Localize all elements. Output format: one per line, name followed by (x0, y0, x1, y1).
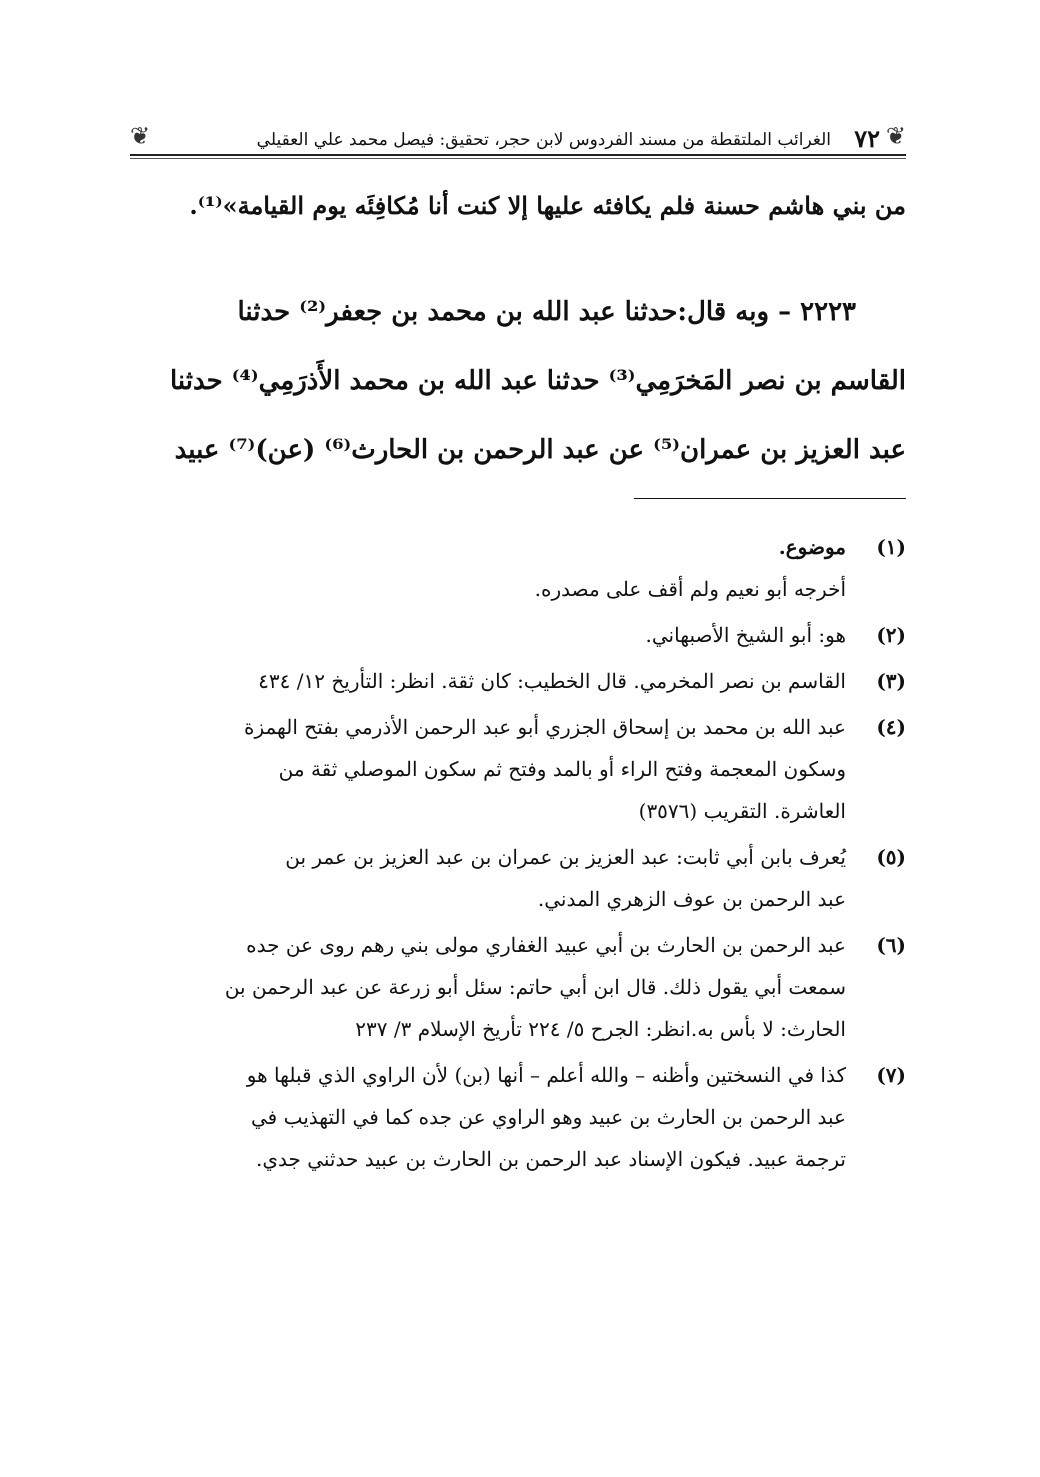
footnote-6: (٦) عبد الرحمن بن الحارث بن أبي عبيد الغفاري مولى بني رهم روى عن جده سمعت أبي يقول ذلك. قال ابن أبي حاتم: سئل أبو زرعة عن عبد الرحمن بن الحارث: لا بأس به.انظر: الجرح ٥/ ٢٢٤ تأريخ الإسلام ٣/ ٢٣٧ (224, 933, 906, 1041)
footnote-separator (634, 498, 906, 499)
page-header (130, 116, 906, 156)
header-rule (130, 154, 906, 156)
right-ornament-icon: ❦ (885, 122, 906, 150)
footnote-3: (٣) القاسم بن نصر المخرمي. قال الخطيب: كان ثقة. انظر: التأريخ ١٢/ ٤٣٤ (258, 669, 906, 693)
left-ornament-icon: ❦ (130, 122, 151, 150)
header-rule-thin (130, 158, 906, 159)
hadith-paragraph (130, 278, 906, 485)
footnote-4: (٤) عبد الله بن محمد بن إسحاق الجزري أبو عبد الرحمن الأذرمي بفتح الهمزة وسكون المعجمة وفتح الراء أو بالمد وفتح ثم سكون الموصلي ثقة من العاشرة. التقريب (٣٥٧٦) (243, 715, 906, 823)
page-number: ٧٢ (854, 124, 880, 153)
paragraph-line: القاسم بن نصر المَخرَمِي⁽³⁾ حدثنا عبد الله بن محمد الأَذرَمِي⁽⁴⁾ حدثنا (169, 366, 906, 396)
footnote-2: (٢) هو: أبو الشيخ الأصبهاني. (645, 623, 906, 647)
footnotes (130, 526, 906, 1184)
footnote-7: (٧) كذا في النسختين وأظنه – والله أعلم – أنها (بن) لأن الراوي الذي قبلها هو عبد الرحمن بن الحارث بن عبيد وهو الراوي عن جده كما في التهذيب في ترجمة عبيد. فيكون الإسناد عبد الرحمن بن الحارث بن عبيد حدثني جدي. (246, 1063, 906, 1171)
paragraph-line: ٢٢٢٣ – وبه قال:حدثنا عبد الله بن محمد بن جعفر⁽²⁾ حدثنا (237, 297, 856, 327)
footnote-1: (١) موضوع. أخرجه أبو نعيم ولم أقف على مصدره. (534, 535, 906, 601)
header-title: الغرائب الملتقطة من مسند الفردوس لابن حجر، تحقيق: فيصل محمد علي العقيلي (256, 130, 831, 150)
paragraph-line: عبد العزيز بن عمران⁽⁵⁾ عن عبد الرحمن بن الحارث⁽⁶⁾ (عن)⁽⁷⁾ عبيد (174, 435, 906, 465)
hadith-number: ٢٢٢٣ (800, 297, 856, 327)
continuation-line: من بني هاشم حسنة فلم يكافئه عليها إلا كنت أنا مُكافِئَه يوم القيامة»⁽¹⁾. (189, 191, 906, 220)
footnote-5: (٥) يُعرف بابن أبي ثابت: عبد العزيز بن عمران بن عبد العزيز بن عمر بن عبد الرحمن بن عوف الزهري المدني. (285, 845, 906, 911)
